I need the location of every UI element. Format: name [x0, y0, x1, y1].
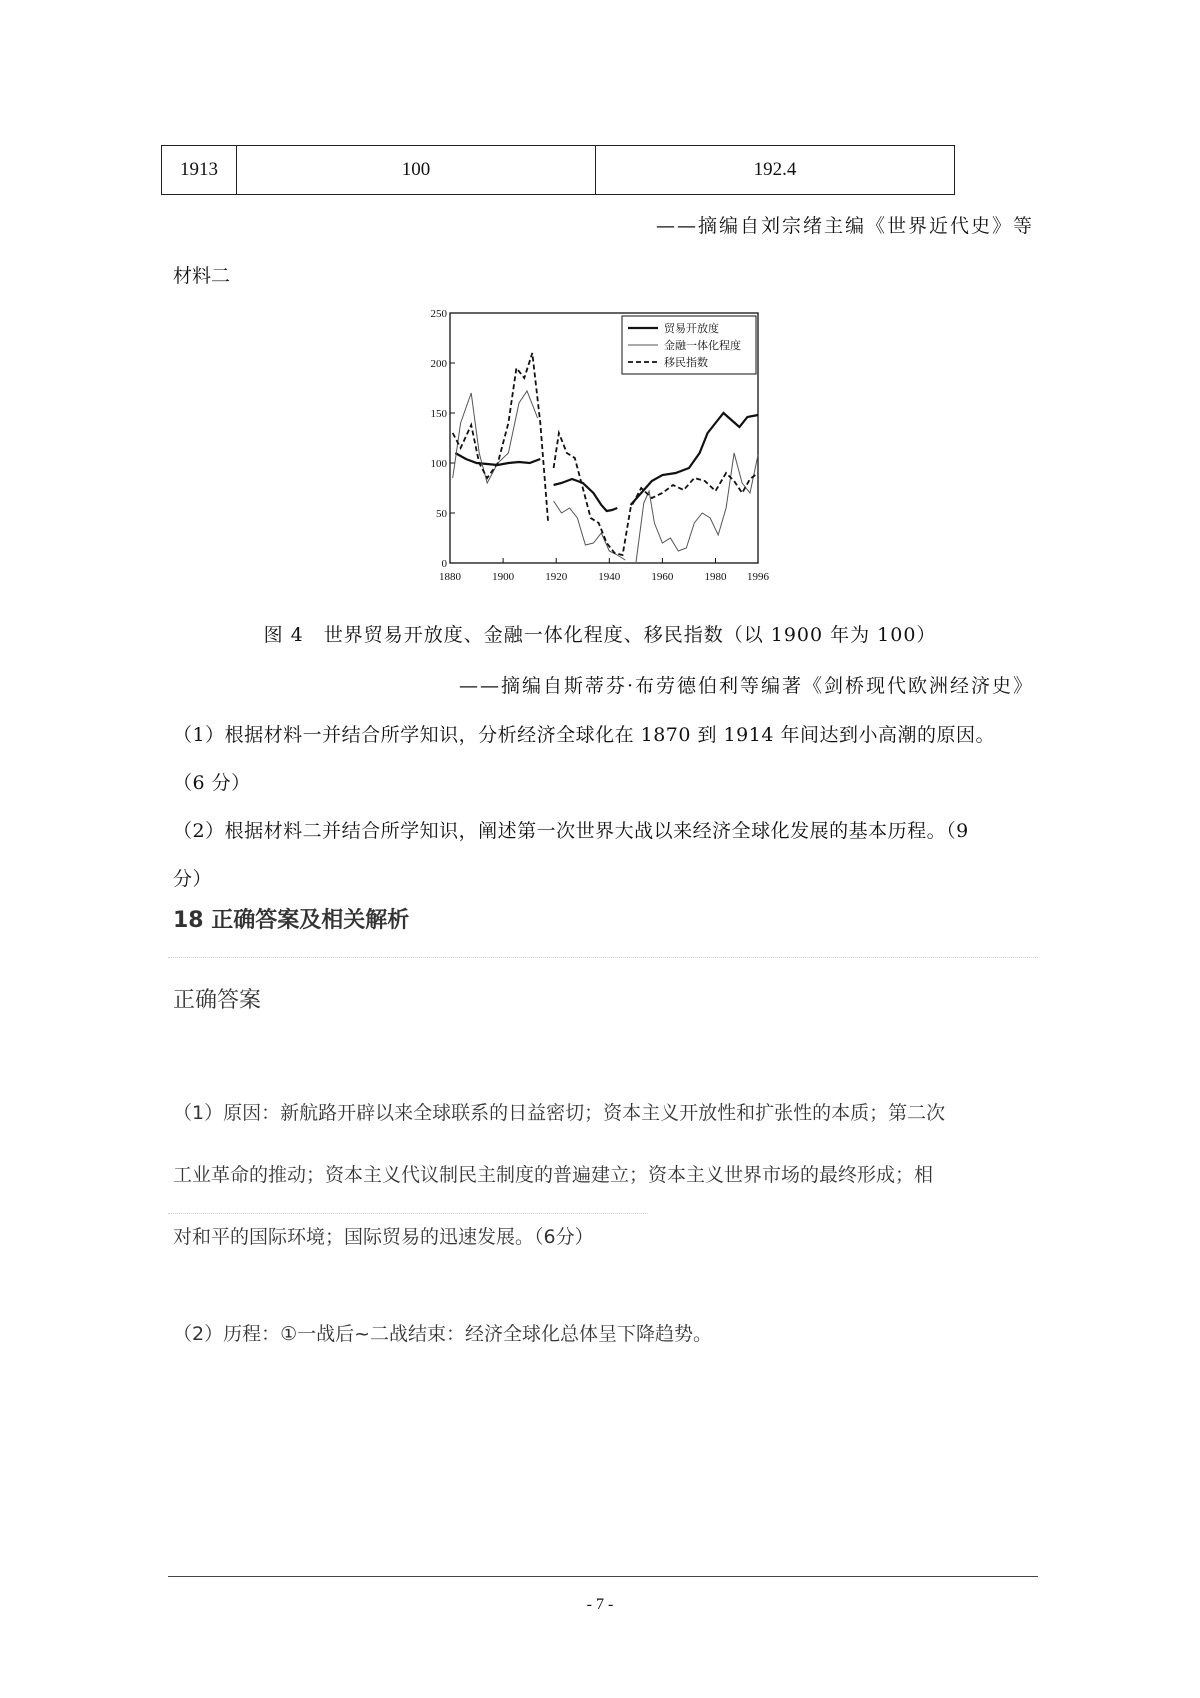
- legend-label: 金融一体化程度: [664, 340, 741, 352]
- y-tick-label: 100: [430, 458, 447, 470]
- section-title: 18 正确答案及相关解析: [173, 908, 410, 933]
- material-2-label: 材料二: [173, 265, 231, 287]
- x-tick-label: 1900: [492, 571, 515, 583]
- answer-1-line-1: （1）原因：新航路开辟以来全球联系的日益密切；资本主义开放性和扩张性的本质；第二次: [173, 1102, 946, 1124]
- line-chart: [420, 305, 800, 610]
- x-tick-label: 1980: [704, 571, 727, 583]
- question-1-line-1: （1）根据材料一并结合所学知识，分析经济全球化在 1870 到 1914 年间达到小高潮的原因。: [173, 724, 995, 746]
- answer-1-line-2: 工业革命的推动；资本主义代议制民主制度的普遍建立；资本主义世界市场的最终形成；相: [173, 1164, 934, 1186]
- divider: [168, 957, 1038, 958]
- question-2-line-2: 分）: [173, 868, 213, 890]
- y-tick-label: 150: [430, 408, 447, 420]
- table-cell-year: 1913: [162, 146, 237, 195]
- y-tick-label: 250: [430, 308, 447, 320]
- footer-rule: [168, 1576, 1038, 1577]
- data-table: [161, 145, 955, 195]
- table-row: [162, 146, 955, 195]
- table-cell-value-2: 192.4: [596, 146, 955, 195]
- table-cell-value-1: 100: [237, 146, 596, 195]
- source-citation-1: ——摘编自刘宗绪主编《世界近代史》等: [655, 215, 1034, 237]
- y-tick-label: 200: [430, 358, 447, 370]
- answer-1-line-3: 对和平的国际环境；国际贸易的迅速发展。（6分）: [173, 1226, 594, 1248]
- legend-label: 移民指数: [664, 357, 708, 369]
- question-2-line-1: （2）根据材料二并结合所学知识，阐述第一次世界大战以来经济全球化发展的基本历程。（9: [173, 820, 969, 842]
- answer-title: 正确答案: [173, 988, 262, 1013]
- y-tick-label: 0: [441, 558, 447, 570]
- divider: [168, 1213, 648, 1214]
- x-tick-label: 1920: [545, 571, 568, 583]
- page-number: - 7 -: [586, 1596, 614, 1613]
- question-1-line-2: （6 分）: [173, 772, 251, 794]
- series-line-3: [554, 433, 758, 555]
- y-tick-label: 50: [436, 508, 447, 520]
- x-tick-label: 1940: [598, 571, 621, 583]
- x-tick-label: 1996: [747, 571, 769, 583]
- legend-label: 贸易开放度: [664, 323, 719, 335]
- series-line-2: [636, 453, 758, 563]
- series-line-3: [453, 353, 549, 523]
- x-tick-label: 1880: [439, 571, 461, 583]
- answer-2-line-1: （2）历程：①一战后~二战结束：经济全球化总体呈下降趋势。: [173, 1323, 713, 1345]
- series-line-1: [631, 413, 758, 505]
- x-tick-label: 1960: [651, 571, 674, 583]
- figure-caption: 图 4 世界贸易开放度、金融一体化程度、移民指数（以 1900 年为 100）: [263, 624, 937, 646]
- source-citation-2: ——摘编自斯蒂芬·布劳德伯利等编著《剑桥现代欧洲经济史》: [458, 675, 1034, 697]
